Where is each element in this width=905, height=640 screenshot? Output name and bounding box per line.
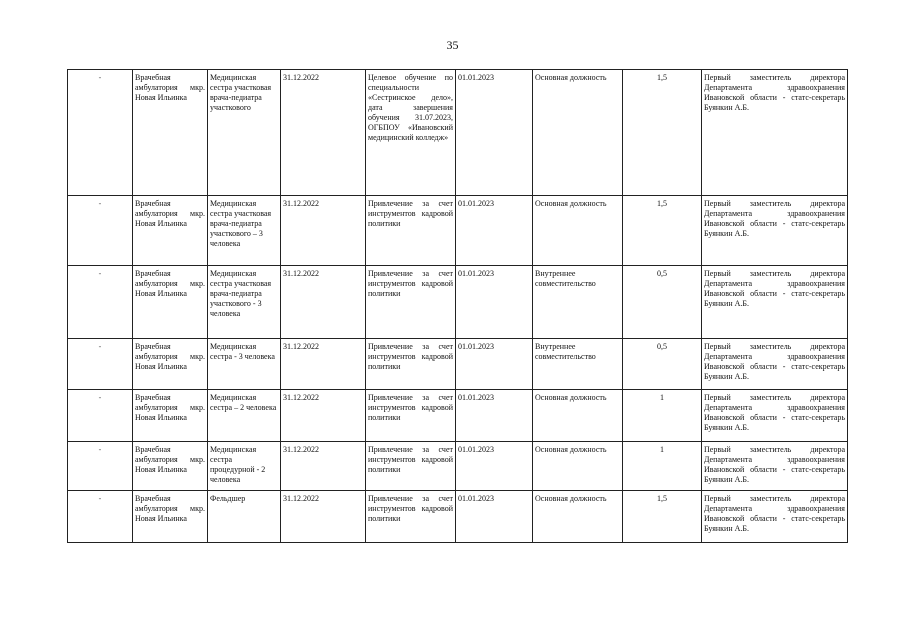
date-cell: 31.12.2022 [281, 196, 366, 266]
table-row [68, 390, 848, 442]
start-date-cell: 01.01.2023 [456, 339, 533, 390]
position-cell: Медицинская сестра – 2 человека [208, 390, 281, 442]
date-cell: 31.12.2022 [281, 70, 366, 196]
institution-cell: Врачебная амбулатория мкр. Новая Ильинка [133, 390, 208, 442]
start-date-cell: 01.01.2023 [456, 491, 533, 543]
source-cell: Привлечение за счет инструментов кадровой политики [366, 266, 456, 339]
table-body [68, 70, 848, 543]
institution-cell: Врачебная амбулатория мкр. Новая Ильинка [133, 339, 208, 390]
institution-cell: Врачебная амбулатория мкр. Новая Ильинка [133, 442, 208, 491]
row-number-cell: - [68, 70, 133, 196]
rate-cell: 1 [623, 442, 702, 491]
page-number: 35 [446, 38, 459, 52]
institution-cell: Врачебная амбулатория мкр. Новая Ильинка [133, 70, 208, 196]
row-number-cell: - [68, 266, 133, 339]
institution-cell: Врачебная амбулатория мкр. Новая Ильинка [133, 491, 208, 543]
position-cell: Медицинская сестра участковая врача-педиатра участкового - 3 человека [208, 266, 281, 339]
rate-cell: 0,5 [623, 266, 702, 339]
source-cell: Целевое обучение по специальности «Сестринское дело», дата завершения обучения 31.07.2023, ОГБПОУ «Ивановский медицинский колледж» [366, 70, 456, 196]
row-number-cell: - [68, 491, 133, 543]
date-cell: 31.12.2022 [281, 390, 366, 442]
start-date-cell: 01.01.2023 [456, 70, 533, 196]
start-date-cell: 01.01.2023 [456, 196, 533, 266]
responsible-cell: Первый заместитель директора Департамента здравоохранения Ивановской области - статс-секретарь Буянкин А.Б. [702, 390, 848, 442]
row-number-cell: - [68, 339, 133, 390]
position-cell: Медицинская сестра процедурной - 2 человека [208, 442, 281, 491]
responsible-cell: Первый заместитель директора Департамента здравоохранения Ивановской области - статс-секретарь Буянкин А.Б. [702, 70, 848, 196]
position-cell: Медицинская сестра участковая врача-педиатра участкового [208, 70, 281, 196]
job-type-cell: Основная должность [533, 442, 623, 491]
start-date-cell: 01.01.2023 [456, 266, 533, 339]
date-cell: 31.12.2022 [281, 442, 366, 491]
rate-cell: 1 [623, 390, 702, 442]
source-cell: Привлечение за счет инструментов кадровой политики [366, 491, 456, 543]
rate-cell: 1,5 [623, 70, 702, 196]
responsible-cell: Первый заместитель директора Департамента здравоохранения Ивановской области - статс-секретарь Буянкин А.Б. [702, 491, 848, 543]
table-row [68, 491, 848, 543]
position-cell: Фельдшер [208, 491, 281, 543]
table-row [68, 196, 848, 266]
job-type-cell: Основная должность [533, 390, 623, 442]
date-cell: 31.12.2022 [281, 339, 366, 390]
responsible-cell: Первый заместитель директора Департамента здравоохранения Ивановской области - статс-секретарь Буянкин А.Б. [702, 196, 848, 266]
table-row [68, 266, 848, 339]
responsible-cell: Первый заместитель директора Департамента здравоохранения Ивановской области - статс-секретарь Буянкин А.Б. [702, 266, 848, 339]
source-cell: Привлечение за счет инструментов кадровой политики [366, 196, 456, 266]
rate-cell: 0,5 [623, 339, 702, 390]
institution-cell: Врачебная амбулатория мкр. Новая Ильинка [133, 266, 208, 339]
position-cell: Медицинская сестра - 3 человека [208, 339, 281, 390]
start-date-cell: 01.01.2023 [456, 442, 533, 491]
institution-cell: Врачебная амбулатория мкр. Новая Ильинка [133, 196, 208, 266]
rate-cell: 1,5 [623, 491, 702, 543]
rate-cell: 1,5 [623, 196, 702, 266]
responsible-cell: Первый заместитель директора Департамента здравоохранения Ивановской области - статс-секретарь Буянкин А.Б. [702, 442, 848, 491]
source-cell: Привлечение за счет инструментов кадровой политики [366, 390, 456, 442]
job-type-cell: Основная должность [533, 196, 623, 266]
table-row [68, 442, 848, 491]
job-type-cell: Внутреннее совместительство [533, 266, 623, 339]
source-cell: Привлечение за счет инструментов кадровой политики [366, 442, 456, 491]
row-number-cell: - [68, 442, 133, 491]
date-cell: 31.12.2022 [281, 266, 366, 339]
job-type-cell: Основная должность [533, 491, 623, 543]
date-cell: 31.12.2022 [281, 491, 366, 543]
job-type-cell: Внутреннее совместительство [533, 339, 623, 390]
staffing-table [67, 69, 848, 543]
start-date-cell: 01.01.2023 [456, 390, 533, 442]
row-number-cell: - [68, 196, 133, 266]
row-number-cell: - [68, 390, 133, 442]
job-type-cell: Основная должность [533, 70, 623, 196]
table-row [68, 70, 848, 196]
responsible-cell: Первый заместитель директора Департамента здравоохранения Ивановской области - статс-секретарь Буянкин А.Б. [702, 339, 848, 390]
source-cell: Привлечение за счет инструментов кадровой политики [366, 339, 456, 390]
table-row [68, 339, 848, 390]
position-cell: Медицинская сестра участковая врача-педиатра участкового – 3 человека [208, 196, 281, 266]
